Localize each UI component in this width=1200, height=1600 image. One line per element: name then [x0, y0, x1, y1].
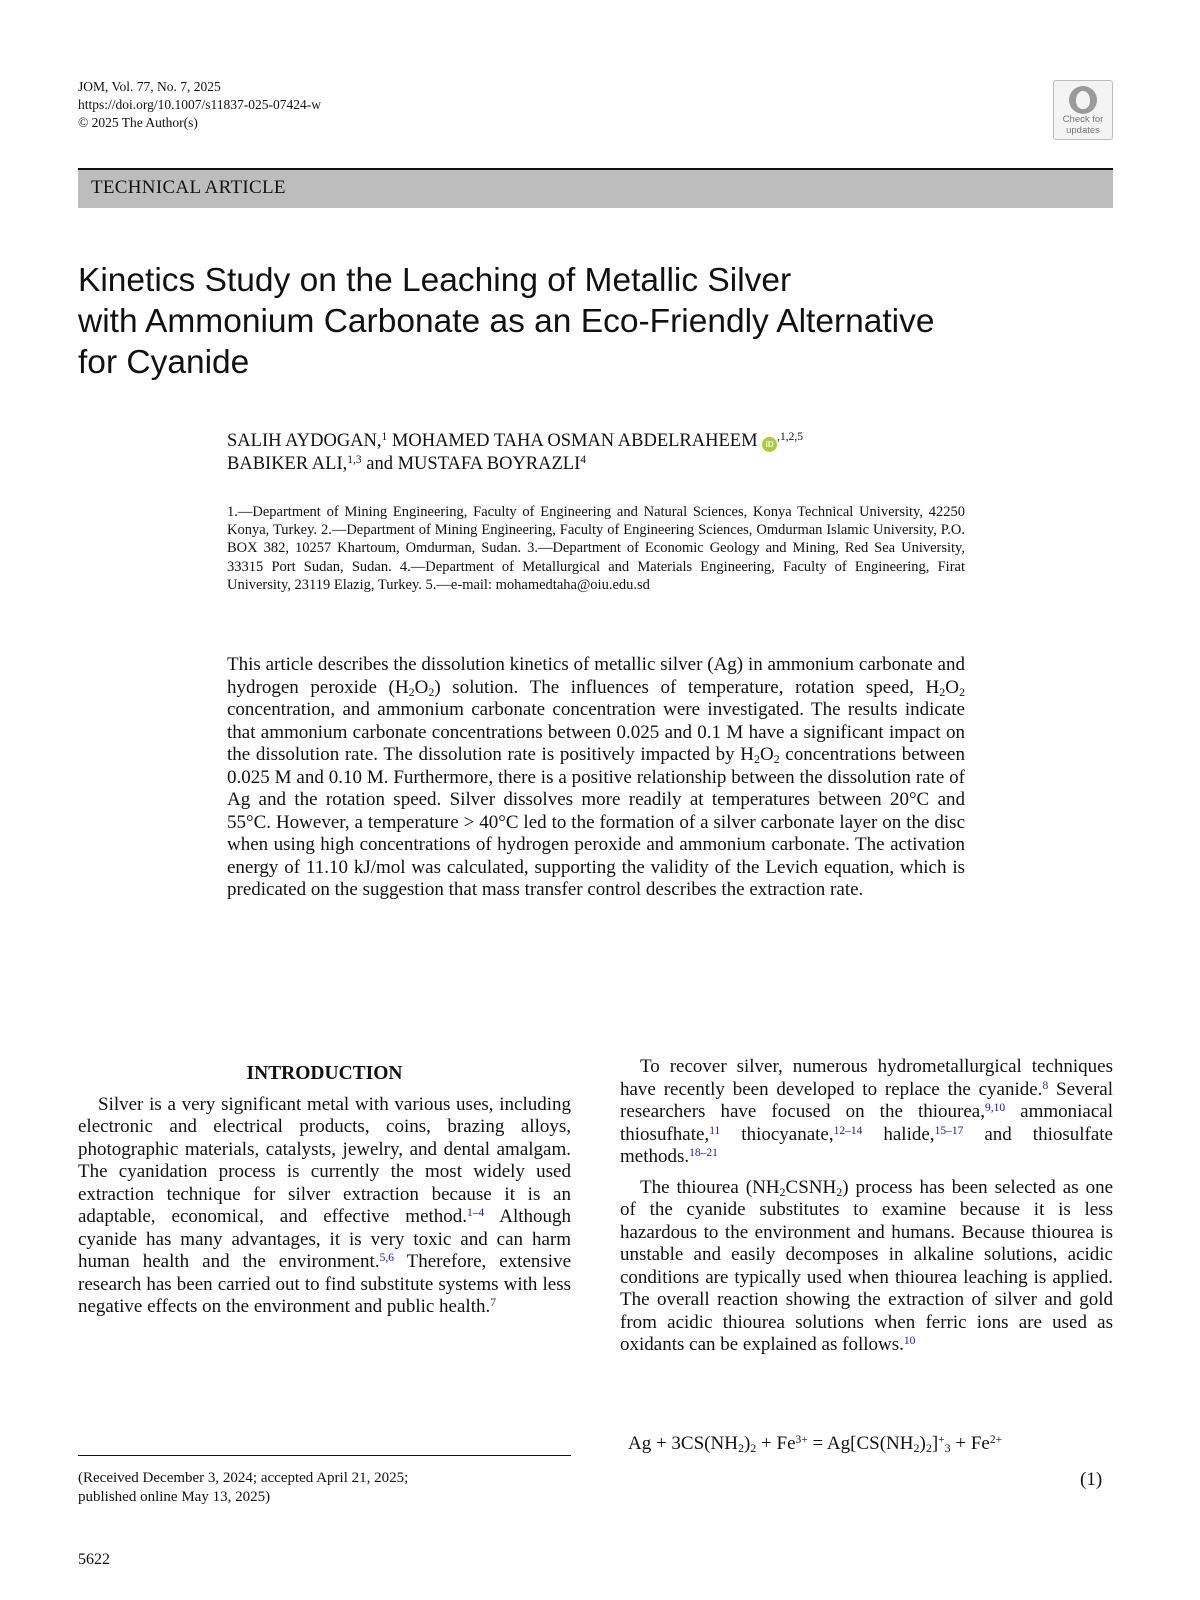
- check-for-updates-badge[interactable]: [1053, 80, 1113, 140]
- footnote-divider: [78, 1455, 571, 1456]
- journal-meta: [78, 78, 321, 132]
- author-1: SALIH AYDOGAN,: [227, 431, 382, 451]
- title-line-3: for Cyanide: [78, 344, 250, 381]
- citation-link[interactable]: 10: [903, 1335, 916, 1347]
- doi-link[interactable]: https://doi.org/10.1007/s11837-025-07424-w: [78, 97, 321, 112]
- page-number: 5622: [78, 1551, 110, 1568]
- bookmark-icon: [1069, 86, 1097, 114]
- affiliations: 1.—Department of Mining Engineering, Faculty of Engineering and Natural Sciences, Konya Technical University, 42250 Konya, Turkey. 2.—Department of Mining Engineering, Faculty of Engineering Sciences, Omdurman Islamic University, P.O. BOX 382, 10257 Khartoum, Omdurman, Sudan. 3.—Department of Economic Geology and Mining, Red Sea University, 33315 Port Sudan, Sudan. 4.—Department of Metallurgical and Materials Engineering, Faculty of Engineering, Firat University, 23119 Elazig, Turkey. 5.—e-mail: mohamedtaha@oiu.edu.sd: [227, 504, 965, 593]
- title-line-2: with Ammonium Carbonate as an Eco-Friendly Alternative: [78, 303, 935, 340]
- citation-link[interactable]: 15–17: [934, 1124, 964, 1137]
- citation-link[interactable]: 11: [709, 1124, 721, 1137]
- author-3-affil: 1,3: [347, 454, 362, 466]
- citation-link[interactable]: 12–14: [833, 1124, 863, 1137]
- author-2: MOHAMED TAHA OSMAN ABDELRAHEEM: [391, 431, 758, 451]
- author-4-affil: 4: [580, 454, 587, 466]
- citation-link[interactable]: 1–4: [467, 1207, 485, 1219]
- copyright-line: © 2025 The Author(s): [78, 115, 198, 130]
- equation-1: $Ag + 3CS(NH_2)_2 + Fe^{3+} = Ag[CS(NH_2)_2]^+_3 + Fe^{2+}$: [628, 1433, 1003, 1455]
- check-badge-label-1: Check for: [1062, 114, 1104, 125]
- author-4: MUSTAFA BOYRAZLI: [397, 454, 581, 474]
- author-2-affil: ,1,2,5: [777, 431, 804, 443]
- author-list: [227, 430, 987, 476]
- abstract: This article describes the dissolution kinetics of metallic silver (Ag) in ammonium carbonate and hydrogen peroxide $(H_2O_2)$ solution. The influences of temperature, rotation speed, $H_2O_2$ concentration, and ammonium carbonate concentration were investigated. The results indicate that ammonium carbonate concentrations between 0.025 and 0.1 M have a significant impact on the dissolution rate. The dissolution rate is positively impacted by $H_2O_2$ concentrations between 0.025 M and 0.10 M. Furthermore, there is a positive relationship between the dissolution rate of Ag and the rotation speed. Silver dissolves more readily at temperatures between 20°C and 55°C. However, a temperature > 40°C led to the formation of a silver carbonate layer on the disc when using high concentrations of hydrogen peroxide and ammonium carbonate. The activation energy of 11.10 kJ/mol was calculated, supporting the validity of the Levich equation, which is predicated on the suggestion that mass transfer control describes the extraction rate.: [227, 654, 965, 900]
- equation-number: (1): [1080, 1469, 1103, 1490]
- right-column: [620, 1056, 1113, 1357]
- check-badge-label-2: updates: [1066, 125, 1100, 136]
- citation-link[interactable]: 7: [490, 1297, 496, 1309]
- right-paragraph-2: The thiourea $(NH_2CSNH_2)$ process has been selected as one of the cyanide substitutes to examine because it is less hazardous to the environment and humans. Because thiourea is unstable and easily decomposes in alkaline solutions, acidic conditions are typically used when thiourea leaching is applied. The overall reaction showing the extraction of silver and gold from acidic thiourea solutions when ferric ions are used as oxidants can be explained as follows.$^{10}$: [620, 1176, 1113, 1355]
- citation-link[interactable]: 5,6: [379, 1252, 394, 1264]
- citation-link[interactable]: 8: [1042, 1079, 1049, 1092]
- intro-paragraph: Silver is a very significant metal with various uses, including electronic and electrical products, coins, brazing alloys, photographic materials, catalysts, jewelry, and dental amalgam. The cyanidation process is currently the most widely used extraction technique for silver extraction because it is an adaptable, economical, and effective method.$^{1-4}$ Although cyanide has many advantages, it is very toxic and can harm human health and the environment.$^{5,6}$ Therefore, extensive research has been carried out to find substitute systems with less negative effects on the environment and public health.$^7$: [78, 1093, 572, 1317]
- left-column: [78, 1063, 571, 1319]
- received-footnote: (Received December 3, 2024; accepted April 21, 2025; published online May 13, 2025): [78, 1470, 409, 1505]
- section-heading-introduction: INTRODUCTION: [246, 1063, 403, 1084]
- citation-link[interactable]: 9,10: [984, 1102, 1006, 1114]
- right-paragraph-1: To recover silver, numerous hydrometallurgical techniques have recently been developed to replace the cyanide.$^8$ Several researchers have focused on the thiourea,$^{9,10}$ ammoniacal thiosufhate,$^{11}$ thiocyanate,$^{12-14}$ halide,$^{15-17}$ and thiosulfate methods.$^{18-21}$: [620, 1056, 1113, 1167]
- journal-line: JOM, Vol. 77, No. 7, 2025: [78, 79, 221, 94]
- orcid-icon[interactable]: iD: [762, 437, 777, 452]
- article-type-banner: [78, 168, 1113, 208]
- article-title: [78, 260, 1078, 383]
- author-3: BABIKER ALI,: [227, 454, 348, 474]
- title-line-1: Kinetics Study on the Leaching of Metallic Silver: [78, 262, 792, 299]
- author-and: and: [366, 454, 393, 474]
- author-1-affil: 1: [381, 431, 388, 443]
- citation-link[interactable]: 18–21: [689, 1147, 718, 1159]
- article-type: TECHNICAL ARTICLE: [91, 177, 286, 198]
